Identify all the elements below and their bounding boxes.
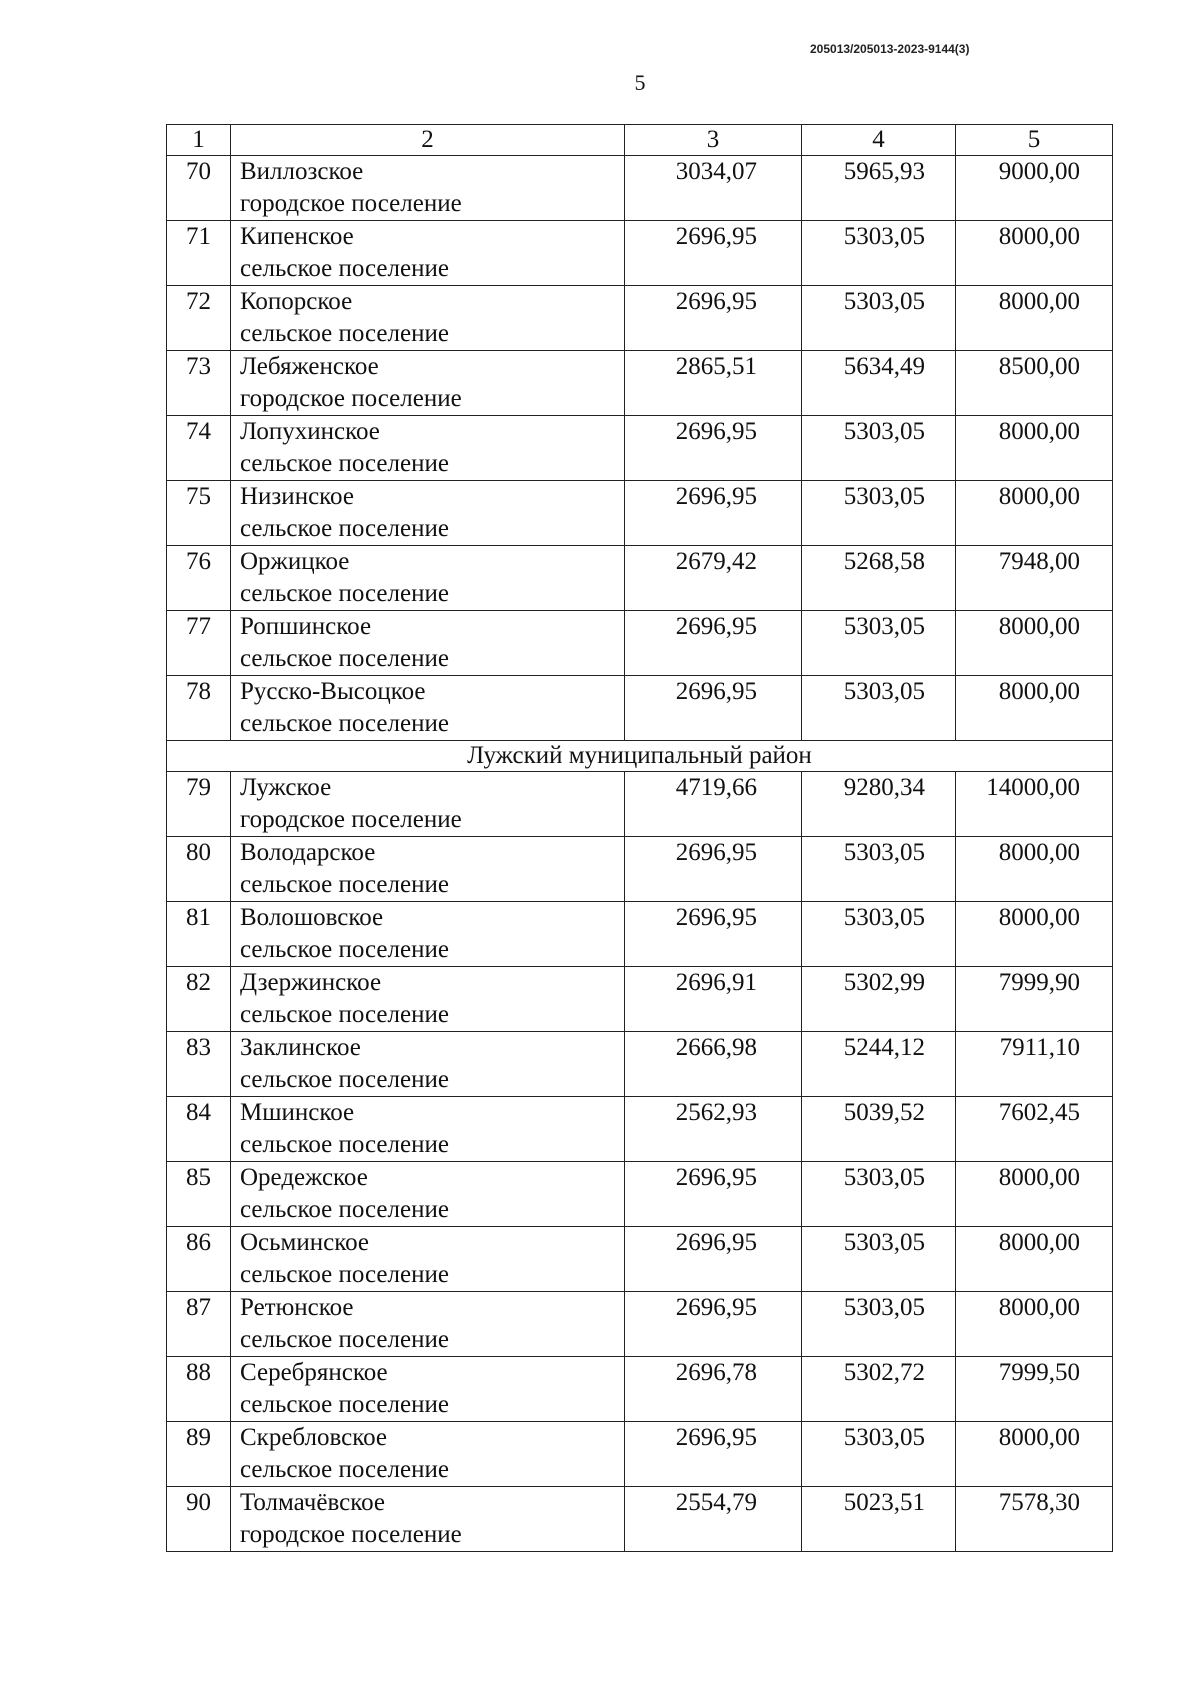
value-col5: 7999,90 xyxy=(956,967,1113,1032)
settlement-type: сельское поселение xyxy=(240,450,449,477)
table-row xyxy=(167,1032,1113,1097)
value-col3: 2696,95 xyxy=(625,676,802,741)
value-col4: 5303,05 xyxy=(802,481,956,546)
settlement-type: сельское поселение xyxy=(240,1326,449,1353)
budget-table xyxy=(166,124,1113,1552)
settlement-type: сельское поселение xyxy=(240,1131,449,1158)
column-header-row xyxy=(167,125,1113,156)
value-col5: 8000,00 xyxy=(956,837,1113,902)
value-col4: 5244,12 xyxy=(802,1032,956,1097)
table-row xyxy=(167,772,1113,837)
row-number: 85 xyxy=(167,1162,231,1227)
settlement-cell xyxy=(231,1422,625,1487)
column-header: 1 xyxy=(167,125,231,156)
settlement-type: сельское поселение xyxy=(240,1196,449,1223)
district-name: Лужский муниципальный район xyxy=(167,741,1113,772)
settlement-type: сельское поселение xyxy=(240,1001,449,1028)
value-col5: 7999,50 xyxy=(956,1357,1113,1422)
value-col4: 5303,05 xyxy=(802,1422,956,1487)
value-col4: 5303,05 xyxy=(802,1162,956,1227)
table-row xyxy=(167,546,1113,611)
value-col4: 5302,72 xyxy=(802,1357,956,1422)
value-col4: 5303,05 xyxy=(802,676,956,741)
settlement-type: городское поселение xyxy=(240,190,462,217)
value-col3: 2696,95 xyxy=(625,1227,802,1292)
value-col4: 9280,34 xyxy=(802,772,956,837)
value-col5: 8500,00 xyxy=(956,351,1113,416)
table-row xyxy=(167,1422,1113,1487)
settlement-name: Оржицкое xyxy=(240,548,350,575)
table-row xyxy=(167,156,1113,221)
value-col4: 5303,05 xyxy=(802,221,956,286)
value-col4: 5303,05 xyxy=(802,416,956,481)
settlement-cell xyxy=(231,351,625,416)
settlement-name: Ретюнское xyxy=(240,1294,354,1321)
settlement-name: Мшинское xyxy=(240,1099,355,1126)
value-col3: 2696,95 xyxy=(625,1422,802,1487)
settlement-name: Заклинское xyxy=(240,1034,361,1061)
settlement-type: городское поселение xyxy=(240,806,462,833)
settlement-type: сельское поселение xyxy=(240,645,449,672)
settlement-cell xyxy=(231,1357,625,1422)
value-col5: 7911,10 xyxy=(956,1032,1113,1097)
settlement-type: сельское поселение xyxy=(240,320,449,347)
value-col3: 2696,95 xyxy=(625,902,802,967)
row-number: 88 xyxy=(167,1357,231,1422)
settlement-type: сельское поселение xyxy=(240,1066,449,1093)
value-col4: 5303,05 xyxy=(802,611,956,676)
settlement-name: Волошовское xyxy=(240,904,384,931)
value-col3: 2865,51 xyxy=(625,351,802,416)
settlement-name: Оредежское xyxy=(240,1164,368,1191)
settlement-type: городское поселение xyxy=(240,1521,462,1548)
value-col5: 7602,45 xyxy=(956,1097,1113,1162)
value-col5: 9000,00 xyxy=(956,156,1113,221)
settlement-name: Скребловское xyxy=(240,1424,388,1451)
settlement-cell xyxy=(231,221,625,286)
settlement-cell xyxy=(231,676,625,741)
value-col3: 2666,98 xyxy=(625,1032,802,1097)
table-row xyxy=(167,481,1113,546)
value-col4: 5303,05 xyxy=(802,1227,956,1292)
table-row xyxy=(167,1487,1113,1552)
value-col4: 5303,05 xyxy=(802,837,956,902)
row-number: 71 xyxy=(167,221,231,286)
value-col3: 3034,07 xyxy=(625,156,802,221)
settlement-cell xyxy=(231,416,625,481)
settlement-cell xyxy=(231,286,625,351)
settlement-name: Володарское xyxy=(240,839,376,866)
value-col5: 14000,00 xyxy=(956,772,1113,837)
value-col5: 8000,00 xyxy=(956,416,1113,481)
row-number: 72 xyxy=(167,286,231,351)
settlement-name: Кипенское xyxy=(240,223,354,250)
column-header: 2 xyxy=(231,125,625,156)
settlement-cell xyxy=(231,1032,625,1097)
column-header: 5 xyxy=(956,125,1113,156)
settlement-name: Лебяженское xyxy=(240,353,379,380)
table-row xyxy=(167,286,1113,351)
settlement-type: сельское поселение xyxy=(240,1261,449,1288)
row-number: 74 xyxy=(167,416,231,481)
value-col3: 2696,91 xyxy=(625,967,802,1032)
row-number: 86 xyxy=(167,1227,231,1292)
value-col3: 2554,79 xyxy=(625,1487,802,1552)
settlement-type: сельское поселение xyxy=(240,871,449,898)
page-number: 5 xyxy=(634,70,646,95)
settlement-name: Серебрянское xyxy=(240,1359,388,1386)
settlement-type: сельское поселение xyxy=(240,1456,449,1483)
settlement-type: сельское поселение xyxy=(240,580,449,607)
row-number: 75 xyxy=(167,481,231,546)
settlement-name: Лопухинское xyxy=(240,418,380,445)
settlement-name: Копорское xyxy=(240,288,353,315)
value-col4: 5023,51 xyxy=(802,1487,956,1552)
value-col4: 5303,05 xyxy=(802,1292,956,1357)
row-number: 83 xyxy=(167,1032,231,1097)
settlement-type: сельское поселение xyxy=(240,1391,449,1418)
value-col4: 5303,05 xyxy=(802,902,956,967)
document-id: 205013/205013-2023-9144(3) xyxy=(810,42,970,56)
settlement-type: сельское поселение xyxy=(240,255,449,282)
value-col4: 5303,05 xyxy=(802,286,956,351)
table-row xyxy=(167,221,1113,286)
settlement-name: Дзержинское xyxy=(240,969,382,996)
settlement-cell xyxy=(231,546,625,611)
value-col4: 5965,93 xyxy=(802,156,956,221)
column-header: 3 xyxy=(625,125,802,156)
row-number: 77 xyxy=(167,611,231,676)
value-col5: 8000,00 xyxy=(956,676,1113,741)
settlement-cell xyxy=(231,1292,625,1357)
row-number: 79 xyxy=(167,772,231,837)
district-row xyxy=(167,741,1113,772)
row-number: 90 xyxy=(167,1487,231,1552)
settlement-type: сельское поселение xyxy=(240,936,449,963)
row-number: 70 xyxy=(167,156,231,221)
table-row xyxy=(167,611,1113,676)
value-col5: 8000,00 xyxy=(956,902,1113,967)
value-col3: 2696,95 xyxy=(625,611,802,676)
settlement-cell xyxy=(231,1487,625,1552)
value-col3: 2696,95 xyxy=(625,1162,802,1227)
settlement-name: Лужское xyxy=(240,774,332,801)
value-col4: 5268,58 xyxy=(802,546,956,611)
row-number: 78 xyxy=(167,676,231,741)
row-number: 87 xyxy=(167,1292,231,1357)
value-col3: 2562,93 xyxy=(625,1097,802,1162)
table-row xyxy=(167,837,1113,902)
settlement-name: Низинское xyxy=(240,483,354,510)
value-col5: 7948,00 xyxy=(956,546,1113,611)
settlement-cell xyxy=(231,967,625,1032)
settlement-cell xyxy=(231,772,625,837)
settlement-cell xyxy=(231,1162,625,1227)
value-col3: 2696,95 xyxy=(625,416,802,481)
value-col3: 2696,95 xyxy=(625,481,802,546)
settlement-cell xyxy=(231,1227,625,1292)
value-col4: 5302,99 xyxy=(802,967,956,1032)
row-number: 73 xyxy=(167,351,231,416)
table-row xyxy=(167,1097,1113,1162)
value-col3: 2696,95 xyxy=(625,221,802,286)
settlement-name: Русско-Высоцкое xyxy=(240,678,426,705)
value-col4: 5634,49 xyxy=(802,351,956,416)
settlement-name: Виллозское xyxy=(240,158,364,185)
settlement-cell xyxy=(231,902,625,967)
value-col3: 2696,78 xyxy=(625,1357,802,1422)
value-col5: 8000,00 xyxy=(956,1292,1113,1357)
settlement-type: сельское поселение xyxy=(240,710,449,737)
row-number: 84 xyxy=(167,1097,231,1162)
settlement-type: городское поселение xyxy=(240,385,462,412)
settlement-cell xyxy=(231,1097,625,1162)
value-col3: 2696,95 xyxy=(625,286,802,351)
settlement-name: Ропшинское xyxy=(240,613,372,640)
settlement-name: Осьминское xyxy=(240,1229,370,1256)
value-col5: 7578,30 xyxy=(956,1487,1113,1552)
value-col4: 5039,52 xyxy=(802,1097,956,1162)
row-number: 80 xyxy=(167,837,231,902)
row-number: 89 xyxy=(167,1422,231,1487)
table-row xyxy=(167,902,1113,967)
table-row xyxy=(167,351,1113,416)
table-row xyxy=(167,1227,1113,1292)
settlement-cell xyxy=(231,611,625,676)
value-col5: 8000,00 xyxy=(956,481,1113,546)
settlement-name: Толмачёвское xyxy=(240,1489,385,1516)
column-header: 4 xyxy=(802,125,956,156)
value-col5: 8000,00 xyxy=(956,611,1113,676)
table-row xyxy=(167,967,1113,1032)
value-col3: 4719,66 xyxy=(625,772,802,837)
table-row xyxy=(167,416,1113,481)
settlement-cell xyxy=(231,837,625,902)
settlement-type: сельское поселение xyxy=(240,515,449,542)
value-col3: 2696,95 xyxy=(625,1292,802,1357)
value-col3: 2696,95 xyxy=(625,837,802,902)
row-number: 82 xyxy=(167,967,231,1032)
settlement-cell xyxy=(231,481,625,546)
table-row xyxy=(167,1162,1113,1227)
row-number: 81 xyxy=(167,902,231,967)
value-col5: 8000,00 xyxy=(956,1422,1113,1487)
table-row xyxy=(167,1292,1113,1357)
value-col5: 8000,00 xyxy=(956,221,1113,286)
table-row xyxy=(167,1357,1113,1422)
value-col5: 8000,00 xyxy=(956,1162,1113,1227)
value-col3: 2679,42 xyxy=(625,546,802,611)
row-number: 76 xyxy=(167,546,231,611)
value-col5: 8000,00 xyxy=(956,286,1113,351)
value-col5: 8000,00 xyxy=(956,1227,1113,1292)
settlement-cell xyxy=(231,156,625,221)
table-row xyxy=(167,676,1113,741)
